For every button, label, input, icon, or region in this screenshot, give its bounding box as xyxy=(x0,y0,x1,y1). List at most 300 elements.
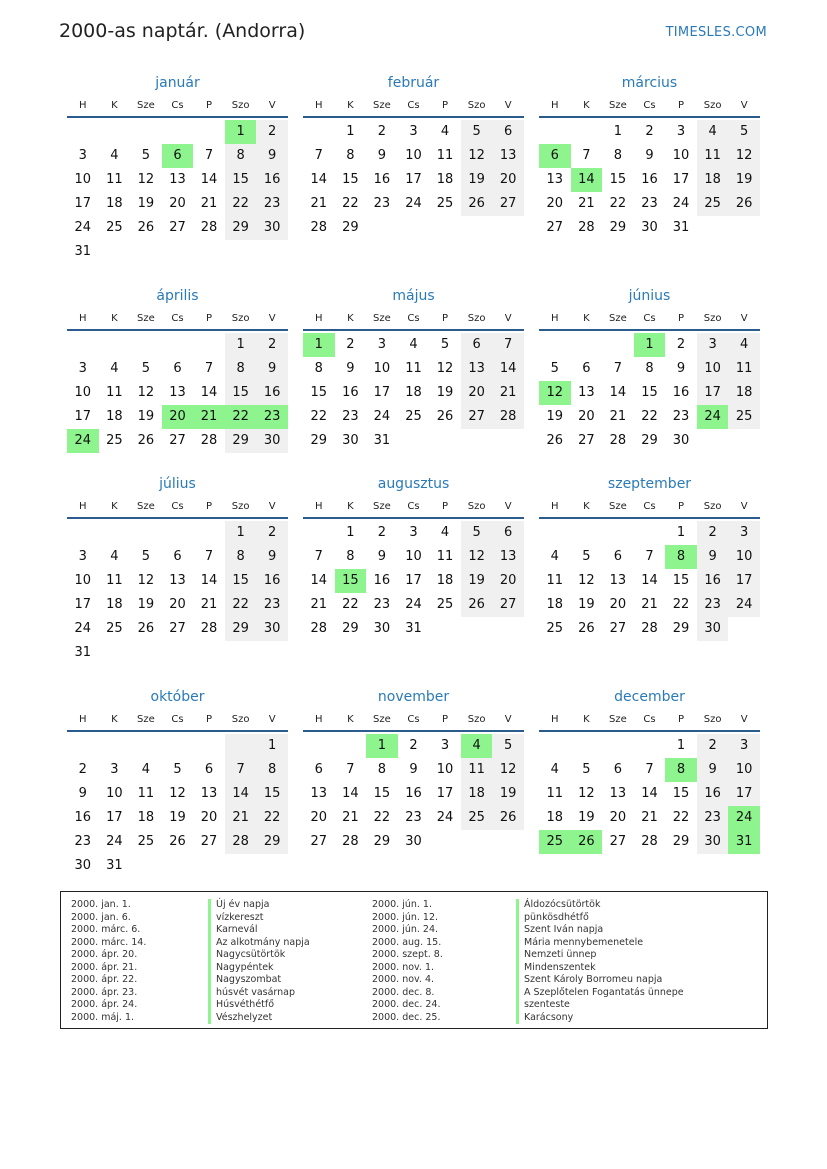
day-cell: 15 xyxy=(342,172,359,187)
empty-day-cell xyxy=(429,830,461,854)
day-cell: 25 xyxy=(106,621,123,636)
day-cell: 15 xyxy=(335,569,367,593)
weekday-label: H xyxy=(79,100,87,111)
day-cell: 7 xyxy=(225,758,257,782)
weekday-label: K xyxy=(111,100,118,111)
day-cell: 3 xyxy=(78,361,87,376)
empty-day-cell xyxy=(67,333,99,357)
empty-day-cell xyxy=(429,216,461,240)
day-cell: 21 xyxy=(609,409,627,424)
day-cell: 2 xyxy=(697,734,729,758)
week-row xyxy=(67,617,288,641)
legend-dates-right xyxy=(372,899,443,1024)
weekday-label: Sze xyxy=(373,714,391,725)
day-cell: 25 xyxy=(106,433,123,448)
holiday-date: 2000. aug. 15. xyxy=(372,936,442,948)
day-cell: 7 xyxy=(613,361,623,376)
week-row xyxy=(67,782,288,806)
day-cell: 27 xyxy=(609,834,627,849)
day-cell: 22 xyxy=(256,806,288,830)
week-row xyxy=(303,381,524,405)
month-name: február xyxy=(387,75,440,91)
day-cell: 8 xyxy=(225,357,257,381)
day-cell: 19 xyxy=(137,597,155,612)
day-cell: 21 xyxy=(200,196,218,211)
weekday-label: H xyxy=(315,714,323,725)
day-cell: 16 xyxy=(641,172,658,187)
holiday-name: Mindenszentek xyxy=(516,962,684,975)
week-row xyxy=(67,429,288,453)
empty-day-cell xyxy=(99,521,131,545)
day-cell: 29 xyxy=(225,216,257,240)
weekday-label: Szo xyxy=(703,501,722,512)
day-cell: 28 xyxy=(578,220,595,235)
day-cell: 20 xyxy=(162,405,194,429)
weekday-label: Cs xyxy=(643,714,656,725)
day-cell: 10 xyxy=(405,148,422,163)
day-cell: 12 xyxy=(137,385,155,400)
day-cell: 5 xyxy=(141,148,151,163)
month-3 xyxy=(539,72,760,264)
day-cell: 23 xyxy=(697,593,729,617)
day-cell: 29 xyxy=(342,220,359,235)
day-cell: 3 xyxy=(697,333,729,357)
empty-day-cell xyxy=(99,333,131,357)
day-cell: 30 xyxy=(373,621,391,636)
empty-day-cell xyxy=(461,429,493,453)
holiday-name: Új év napja xyxy=(208,899,310,912)
weekday-label: P xyxy=(442,714,449,725)
month-name: december xyxy=(614,689,685,705)
day-cell: 16 xyxy=(697,782,729,806)
weekday-label: H xyxy=(315,100,323,111)
day-cell: 9 xyxy=(645,148,654,163)
day-cell: 25 xyxy=(546,621,564,636)
day-cell: 5 xyxy=(582,549,591,564)
weekday-label: Sze xyxy=(609,313,627,324)
empty-day-cell xyxy=(303,521,335,545)
week-row xyxy=(303,333,524,357)
weekday-label: H xyxy=(79,714,87,725)
day-cell: 31 xyxy=(405,621,422,636)
weekday-label: P xyxy=(678,714,685,725)
day-cell: 4 xyxy=(550,549,559,564)
page-title: 2000-as naptár. (Andorra) xyxy=(59,20,306,42)
weekday-label: V xyxy=(268,501,276,512)
day-cell: 4 xyxy=(728,333,760,357)
weekday-label: H xyxy=(551,714,559,725)
week-row xyxy=(539,734,760,758)
week-row xyxy=(67,333,288,357)
day-cell: 2 xyxy=(697,521,729,545)
holiday-date: 2000. jún. 1. xyxy=(372,899,433,910)
month-4 xyxy=(67,285,288,453)
day-cell: 1 xyxy=(676,738,686,753)
day-cell: 15 xyxy=(672,786,690,801)
empty-day-cell xyxy=(539,120,571,144)
weekday-label: V xyxy=(504,100,512,111)
day-cell: 18 xyxy=(137,810,155,825)
day-cell: 16 xyxy=(74,810,92,825)
day-cell: 22 xyxy=(310,409,328,424)
day-cell: 28 xyxy=(310,621,328,636)
day-cell: 18 xyxy=(546,810,564,825)
weekday-label: V xyxy=(268,100,276,111)
day-cell: 7 xyxy=(314,148,323,163)
week-row xyxy=(303,357,524,381)
day-cell: 8 xyxy=(256,758,288,782)
day-cell: 23 xyxy=(74,834,92,849)
month-name: november xyxy=(377,689,450,705)
day-cell: 24 xyxy=(728,806,760,830)
week-row xyxy=(539,333,760,357)
week-row xyxy=(539,216,760,240)
empty-day-cell xyxy=(366,216,398,240)
empty-day-cell xyxy=(193,333,225,357)
week-row xyxy=(539,806,760,830)
day-cell: 11 xyxy=(106,573,123,588)
empty-day-cell xyxy=(99,641,131,665)
empty-day-cell xyxy=(539,333,571,357)
day-cell: 24 xyxy=(405,196,422,211)
weekday-label: Sze xyxy=(373,100,391,111)
weekday-label: K xyxy=(347,714,354,725)
holiday-name: Húsvéthétfő xyxy=(208,999,310,1012)
weekday-label: Sze xyxy=(609,714,627,725)
empty-day-cell xyxy=(225,240,257,264)
day-cell: 22 xyxy=(609,196,627,211)
weekday-label: V xyxy=(268,714,276,725)
weekday-label: V xyxy=(504,501,512,512)
day-cell: 10 xyxy=(728,545,760,569)
day-cell: 12 xyxy=(436,361,454,376)
holiday-date: 2000. jan. 6. xyxy=(71,911,131,923)
day-cell: 30 xyxy=(672,433,690,448)
weekday-label: H xyxy=(551,100,559,111)
day-cell: 22 xyxy=(672,597,690,612)
day-cell: 22 xyxy=(225,405,257,429)
empty-day-cell xyxy=(256,240,288,264)
day-cell: 20 xyxy=(609,597,627,612)
day-cell: 10 xyxy=(405,549,422,564)
day-cell: 6 xyxy=(613,762,623,777)
day-cell: 19 xyxy=(137,196,155,211)
site-link[interactable]: TIMESLES.COM xyxy=(665,25,767,40)
holiday-date: 2000. jún. 12. xyxy=(372,911,439,923)
day-cell: 11 xyxy=(697,144,729,168)
month-1 xyxy=(67,72,288,264)
day-cell: 27 xyxy=(310,834,328,849)
holiday-date: 2000. márc. 14. xyxy=(71,936,147,948)
weekday-label: Cs xyxy=(171,714,184,725)
empty-day-cell xyxy=(461,216,493,240)
weekday-label: V xyxy=(740,313,748,324)
day-cell: 13 xyxy=(546,172,564,187)
day-cell: 4 xyxy=(409,337,418,352)
day-cell: 25 xyxy=(539,830,571,854)
empty-day-cell xyxy=(67,734,99,758)
weekday-header xyxy=(67,307,288,331)
week-row xyxy=(303,168,524,192)
day-cell: 3 xyxy=(728,734,760,758)
empty-day-cell xyxy=(492,429,524,453)
day-cell: 26 xyxy=(436,409,454,424)
day-cell: 4 xyxy=(461,734,493,758)
day-cell: 5 xyxy=(582,762,591,777)
weekday-header xyxy=(303,708,524,732)
day-cell: 20 xyxy=(609,810,627,825)
day-cell: 6 xyxy=(492,120,524,144)
day-cell: 29 xyxy=(672,834,690,849)
empty-day-cell xyxy=(130,854,162,878)
week-row xyxy=(303,144,524,168)
week-row xyxy=(303,734,524,758)
day-cell: 8 xyxy=(645,361,654,376)
week-row xyxy=(303,617,524,641)
weekday-label: H xyxy=(551,313,559,324)
day-cell: 8 xyxy=(346,549,355,564)
day-cell: 25 xyxy=(137,834,155,849)
holiday-date: 2000. dec. 25. xyxy=(372,1011,441,1023)
day-cell: 17 xyxy=(728,782,760,806)
day-cell: 2 xyxy=(409,738,418,753)
holiday-date: 2000. jún. 24. xyxy=(372,924,439,935)
weekday-label: K xyxy=(111,501,118,512)
day-cell: 9 xyxy=(409,762,418,777)
day-cell: 17 xyxy=(436,786,454,801)
day-cell: 12 xyxy=(461,144,493,168)
week-row xyxy=(303,120,524,144)
week-row xyxy=(67,521,288,545)
day-cell: 22 xyxy=(373,810,391,825)
day-cell: 2 xyxy=(256,521,288,545)
holiday-name: Szent Iván napja xyxy=(516,924,684,937)
day-cell: 9 xyxy=(256,545,288,569)
day-cell: 27 xyxy=(492,192,524,216)
day-cell: 16 xyxy=(373,573,391,588)
empty-day-cell xyxy=(162,854,194,878)
day-cell: 2 xyxy=(377,525,387,540)
day-cell: 18 xyxy=(106,196,123,211)
weekday-header xyxy=(67,708,288,732)
holiday-name: Nagycsütörtök xyxy=(208,949,310,962)
day-cell: 6 xyxy=(162,144,194,168)
day-cell: 31 xyxy=(373,433,391,448)
day-cell: 17 xyxy=(373,385,391,400)
day-cell: 24 xyxy=(67,429,99,453)
day-cell: 27 xyxy=(492,593,524,617)
week-row xyxy=(539,545,760,569)
month-12 xyxy=(539,686,760,878)
day-cell: 16 xyxy=(256,168,288,192)
day-cell: 11 xyxy=(405,361,422,376)
holiday-date: 2000. nov. 4. xyxy=(372,974,435,985)
day-cell: 18 xyxy=(461,782,493,806)
day-cell: 24 xyxy=(436,810,454,825)
empty-day-cell xyxy=(492,830,524,854)
empty-day-cell xyxy=(99,120,131,144)
day-cell: 11 xyxy=(106,172,123,187)
weekday-label: Szo xyxy=(231,313,250,324)
day-cell: 23 xyxy=(342,409,359,424)
day-cell: 3 xyxy=(78,148,87,163)
month-name: január xyxy=(155,75,200,91)
day-cell: 21 xyxy=(310,196,328,211)
day-cell: 12 xyxy=(539,381,571,405)
weekday-label: Szo xyxy=(467,714,486,725)
day-cell: 15 xyxy=(310,385,328,400)
week-row xyxy=(67,830,288,854)
holiday-name: Nagypéntek xyxy=(208,962,310,975)
day-cell: 27 xyxy=(169,433,186,448)
day-cell: 23 xyxy=(641,196,658,211)
day-cell: 27 xyxy=(461,405,493,429)
day-cell: 6 xyxy=(492,521,524,545)
day-cell: 12 xyxy=(137,172,155,187)
weekday-label: Szo xyxy=(231,501,250,512)
day-cell: 19 xyxy=(492,782,524,806)
day-cell: 4 xyxy=(697,120,729,144)
holiday-name: Nemzeti ünnep xyxy=(516,949,684,962)
week-row xyxy=(303,521,524,545)
day-cell: 29 xyxy=(225,617,257,641)
day-cell: 8 xyxy=(225,144,257,168)
day-cell: 31 xyxy=(672,220,690,235)
weekday-label: P xyxy=(442,100,449,111)
day-cell: 1 xyxy=(303,333,335,357)
holiday-name: vízkereszt xyxy=(208,912,310,925)
weekday-label: Cs xyxy=(407,100,420,111)
holiday-date: 2000. szept. 8. xyxy=(372,949,443,960)
day-cell: 9 xyxy=(377,549,387,564)
day-cell: 16 xyxy=(697,569,729,593)
day-cell: 7 xyxy=(582,148,591,163)
holiday-date: 2000. máj. 1. xyxy=(71,1011,135,1023)
day-cell: 15 xyxy=(373,786,391,801)
day-cell: 8 xyxy=(346,148,355,163)
day-cell: 8 xyxy=(377,762,387,777)
day-cell: 12 xyxy=(578,786,595,801)
weekday-label: V xyxy=(740,714,748,725)
day-cell: 21 xyxy=(225,806,257,830)
day-cell: 9 xyxy=(256,144,288,168)
week-row xyxy=(67,381,288,405)
day-cell: 8 xyxy=(613,148,623,163)
week-row xyxy=(67,641,288,665)
day-cell: 17 xyxy=(106,810,123,825)
day-cell: 27 xyxy=(169,621,186,636)
empty-day-cell xyxy=(162,333,194,357)
weekday-label: Szo xyxy=(467,501,486,512)
day-cell: 31 xyxy=(74,244,92,259)
weekday-label: Sze xyxy=(373,501,391,512)
day-cell: 10 xyxy=(74,385,92,400)
day-cell: 19 xyxy=(169,810,186,825)
week-row xyxy=(303,569,524,593)
day-cell: 28 xyxy=(492,405,524,429)
holiday-name: Áldozócsütörtök xyxy=(516,899,684,912)
empty-day-cell xyxy=(130,734,162,758)
week-row xyxy=(303,593,524,617)
day-cell: 8 xyxy=(314,361,323,376)
weekday-label: Szo xyxy=(467,313,486,324)
day-cell: 24 xyxy=(373,409,391,424)
day-cell: 1 xyxy=(225,333,257,357)
empty-day-cell xyxy=(429,617,461,641)
day-cell: 30 xyxy=(342,433,359,448)
holiday-name: húsvét vasárnap xyxy=(208,987,310,1000)
holiday-name: Karnevál xyxy=(208,924,310,937)
day-cell: 11 xyxy=(436,148,454,163)
day-cell: 16 xyxy=(373,172,391,187)
weekday-header xyxy=(303,94,524,118)
day-cell: 21 xyxy=(193,405,225,429)
day-cell: 25 xyxy=(728,405,760,429)
day-cell: 14 xyxy=(310,573,328,588)
empty-day-cell xyxy=(162,734,194,758)
day-cell: 1 xyxy=(634,333,666,357)
empty-day-cell xyxy=(335,734,367,758)
day-cell: 21 xyxy=(641,597,658,612)
empty-day-cell xyxy=(602,521,634,545)
month-name: szeptember xyxy=(607,476,692,492)
weekday-header xyxy=(67,94,288,118)
weekday-label: V xyxy=(740,100,748,111)
day-cell: 29 xyxy=(342,621,359,636)
weekday-header xyxy=(539,94,760,118)
day-cell: 28 xyxy=(200,220,218,235)
month-name: április xyxy=(156,288,199,304)
day-cell: 17 xyxy=(405,172,422,187)
day-cell: 28 xyxy=(200,621,218,636)
empty-day-cell xyxy=(193,120,225,144)
weekday-label: H xyxy=(315,313,323,324)
day-cell: 28 xyxy=(225,830,257,854)
day-cell: 15 xyxy=(225,168,257,192)
day-cell: 3 xyxy=(377,337,387,352)
day-cell: 22 xyxy=(641,409,658,424)
day-cell: 26 xyxy=(728,192,760,216)
day-cell: 1 xyxy=(225,120,257,144)
day-cell: 28 xyxy=(310,220,328,235)
day-cell: 1 xyxy=(366,734,398,758)
holiday-name: Karácsony xyxy=(516,1012,684,1025)
day-cell: 24 xyxy=(405,597,422,612)
day-cell: 23 xyxy=(373,196,391,211)
day-cell: 15 xyxy=(641,385,658,400)
day-cell: 20 xyxy=(310,810,328,825)
day-cell: 17 xyxy=(405,573,422,588)
day-cell: 20 xyxy=(492,569,524,593)
day-cell: 23 xyxy=(256,593,288,617)
day-cell: 21 xyxy=(310,597,328,612)
weekday-label: V xyxy=(504,714,512,725)
day-cell: 28 xyxy=(641,834,658,849)
week-row xyxy=(539,381,760,405)
day-cell: 29 xyxy=(310,433,328,448)
week-row xyxy=(67,569,288,593)
day-cell: 13 xyxy=(461,357,493,381)
weekday-label: K xyxy=(347,501,354,512)
day-cell: 26 xyxy=(137,621,155,636)
day-cell: 24 xyxy=(106,834,123,849)
week-row xyxy=(539,569,760,593)
empty-day-cell xyxy=(461,830,493,854)
empty-day-cell xyxy=(162,120,194,144)
holiday-name: Nagyszombat xyxy=(208,974,310,987)
day-cell: 4 xyxy=(110,361,119,376)
month-name: március xyxy=(621,75,678,91)
